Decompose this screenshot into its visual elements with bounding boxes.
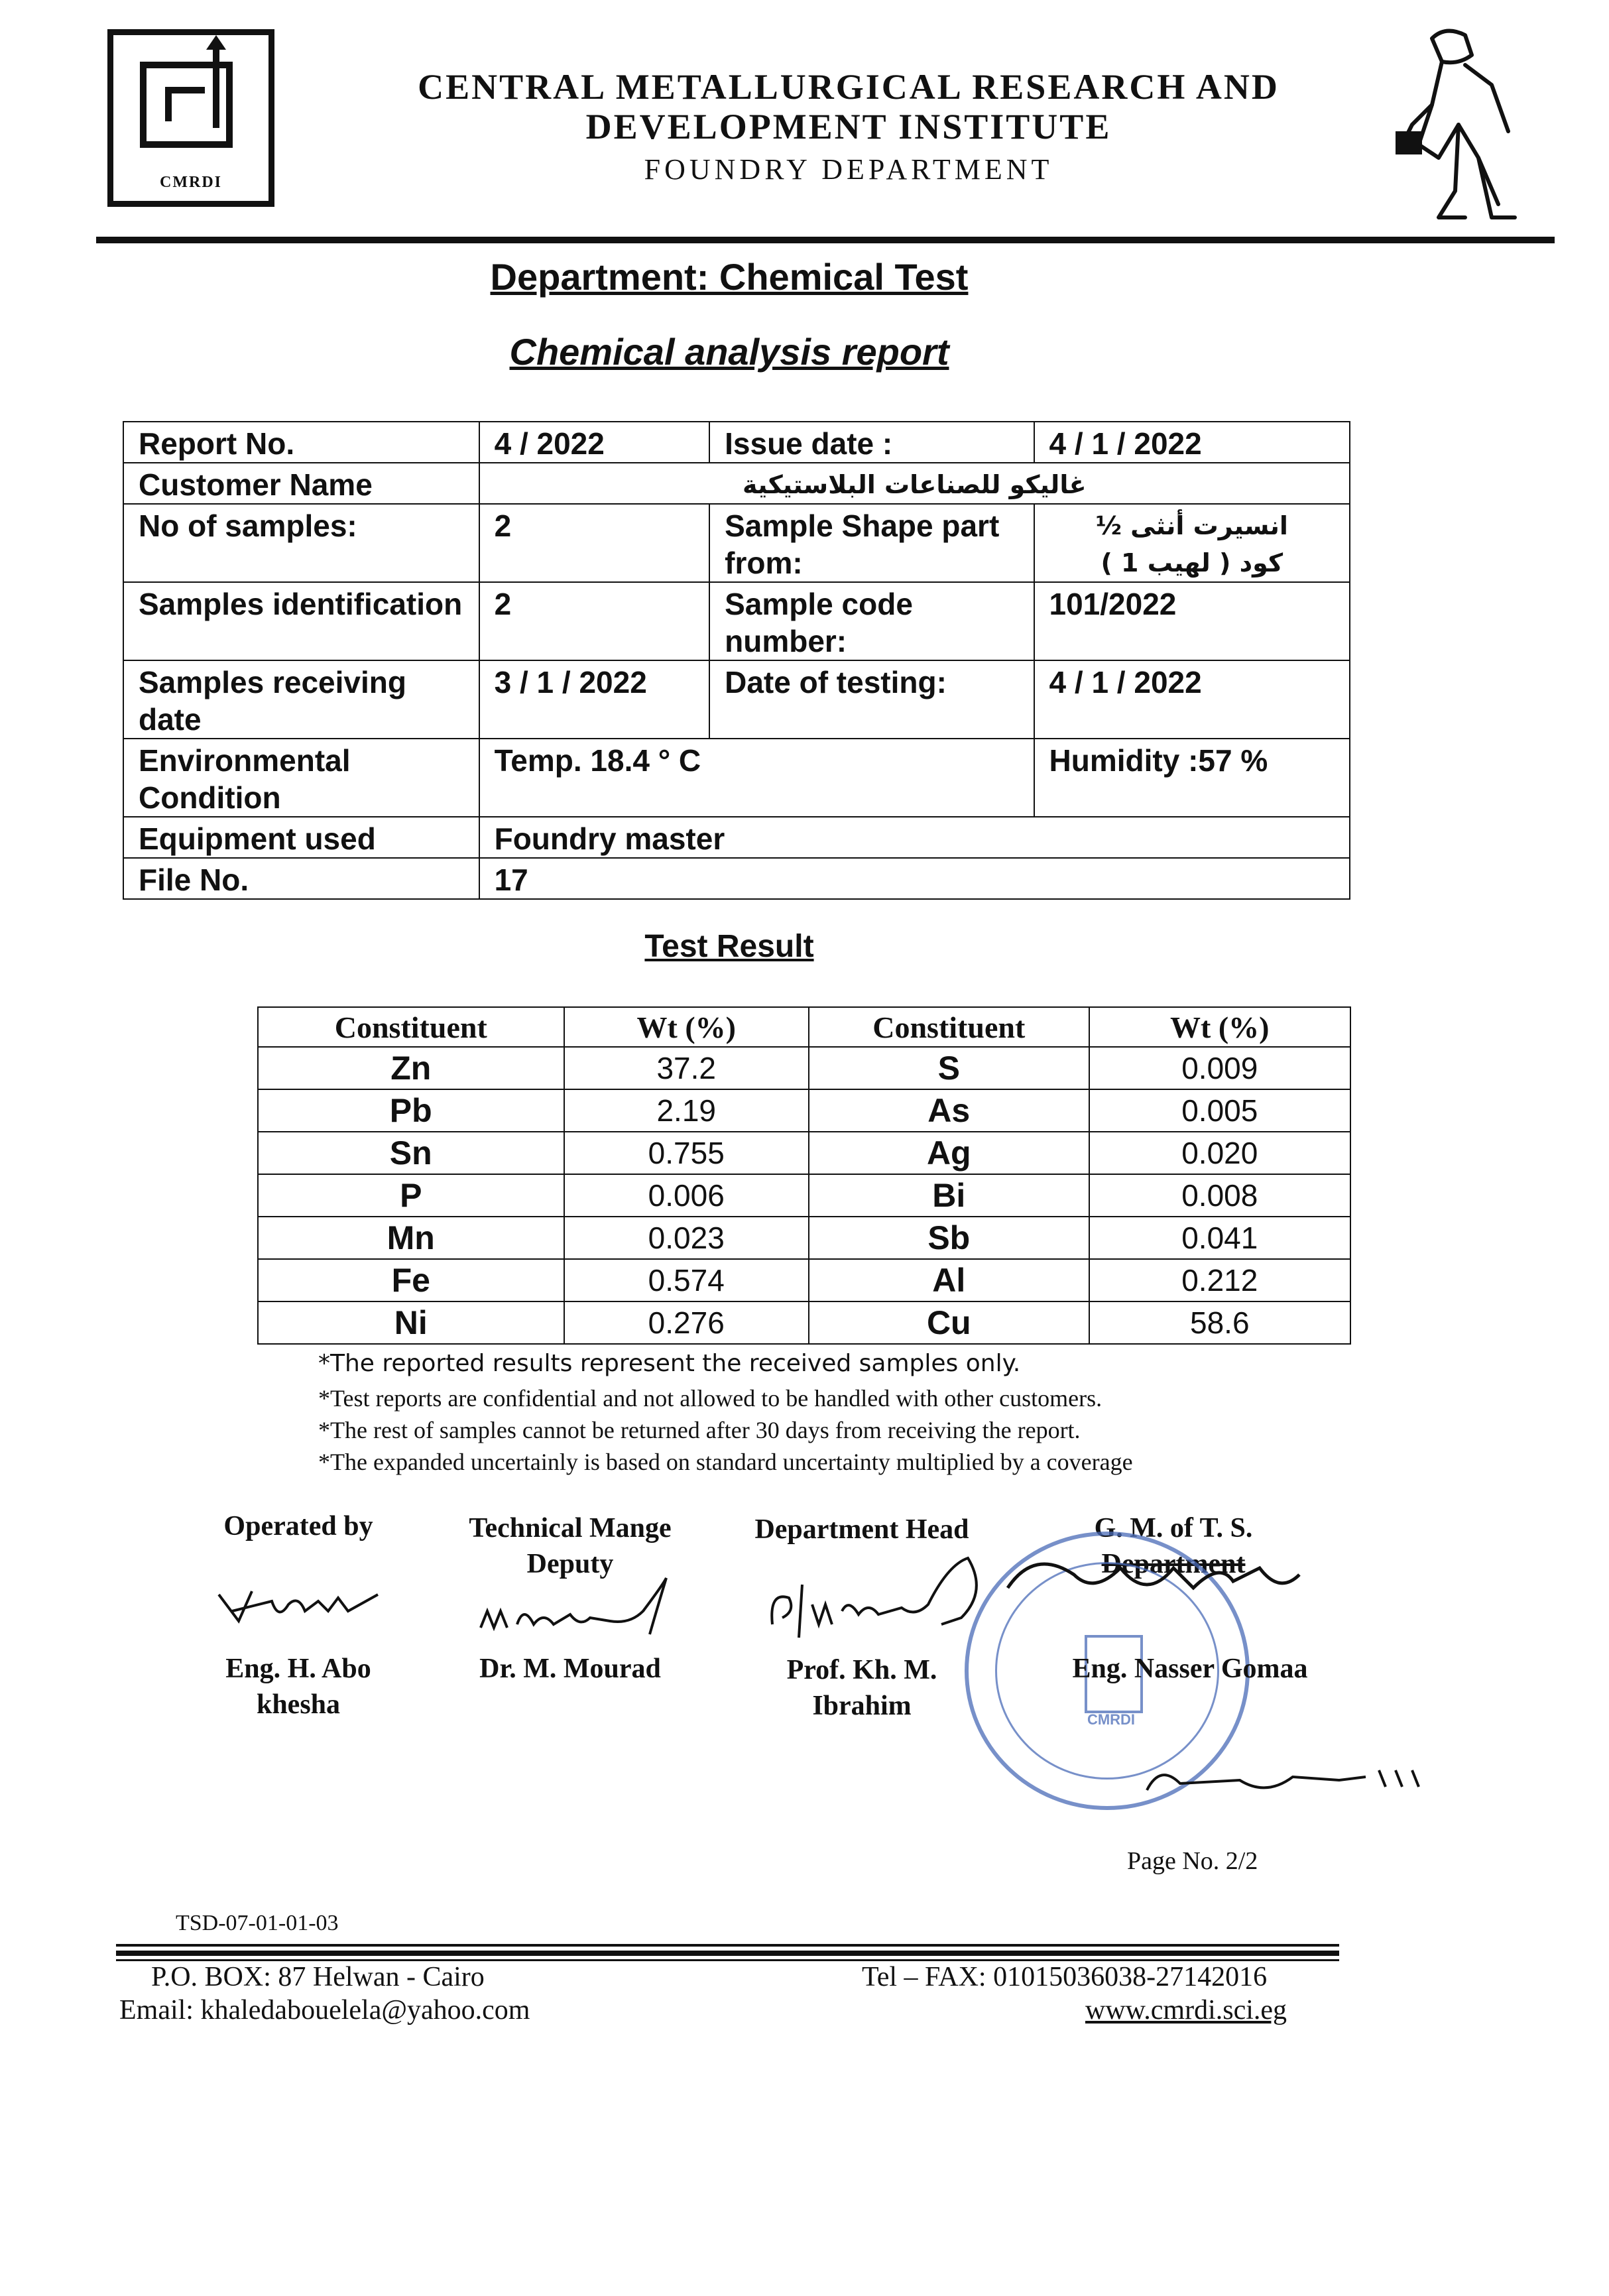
constituent-cell: Ni (258, 1301, 564, 1344)
report-info-table (123, 421, 1350, 900)
testing-date-label: Date of testing: (709, 660, 1034, 739)
weight-cell: 0.041 (1089, 1217, 1350, 1259)
operator-name-line1: Eng. H. Abo (225, 1654, 371, 1684)
report-no-value: 4 / 2022 (479, 422, 710, 463)
file-no-value: 17 (479, 858, 1350, 899)
weight-cell: 0.006 (564, 1174, 809, 1217)
test-result-table (257, 1006, 1351, 1345)
form-code: TSD-07-01-01-03 (176, 1911, 339, 1935)
weight-cell: 0.276 (564, 1301, 809, 1344)
table-row (123, 858, 1350, 899)
department-head-signature-icon (762, 1551, 994, 1644)
table-row (123, 463, 1350, 504)
constituent-cell: Pb (258, 1089, 564, 1132)
logo-arrow-shaft (213, 42, 219, 128)
table-row (258, 1132, 1350, 1174)
website-link[interactable]: www.cmrdi.sci.eg (1085, 1995, 1287, 2025)
stamp-text: CMRDI (1087, 1711, 1136, 1728)
table-row (258, 1174, 1350, 1217)
logo-text: CMRDI (160, 174, 222, 191)
weight-cell: 0.755 (564, 1132, 809, 1174)
weight-cell: 0.574 (564, 1259, 809, 1301)
report-title: Chemical analysis report (509, 331, 949, 373)
table-row (123, 504, 1350, 582)
column-header: Constituent (258, 1007, 564, 1047)
po-box: P.O. BOX: 87 Helwan - Cairo (151, 1962, 485, 1992)
receiving-date-label: Samples receiving date (123, 660, 479, 739)
footer-divider (116, 1951, 1339, 1956)
weight-cell: 2.19 (564, 1089, 809, 1132)
constituent-cell: Ag (809, 1132, 1089, 1174)
department-head-name-line2: Ibrahim (812, 1691, 912, 1721)
table-row (258, 1217, 1350, 1259)
test-result-title: Test Result (644, 929, 814, 964)
tel-fax: Tel – FAX: 01015036038-27142016 (862, 1962, 1268, 1992)
equipment-value: Foundry master (479, 817, 1350, 858)
weight-cell: 0.020 (1089, 1132, 1350, 1174)
table-row (123, 422, 1350, 463)
gm-title-line1: G. M. of T. S. (1094, 1513, 1253, 1543)
receiving-date-value: 3 / 1 / 2022 (479, 660, 710, 739)
tech-manager-signature-icon (471, 1571, 683, 1644)
samples-identification-label: Samples identification (123, 582, 479, 660)
department-title: Department: Chemical Test (490, 256, 969, 298)
tech-manager-title-line1: Technical Mange (469, 1513, 672, 1543)
constituent-cell: Bi (809, 1174, 1089, 1217)
operator-name-line2: khesha (256, 1689, 341, 1720)
constituent-cell: Sb (809, 1217, 1089, 1259)
note-confidential: *Test reports are confidential and not allowed to be handled with other customers. (318, 1385, 1102, 1412)
sample-code-value: 101/2022 (1034, 582, 1350, 660)
constituent-cell: Fe (258, 1259, 564, 1301)
weight-cell: 0.212 (1089, 1259, 1350, 1301)
issue-date-value: 4 / 1 / 2022 (1034, 422, 1350, 463)
sample-code-label: Sample code number: (709, 582, 1034, 660)
department-head-title: Department Head (754, 1514, 969, 1545)
institute-name-line1: CENTRAL METALLURGICAL RESEARCH AND (418, 67, 1280, 107)
operated-by-title: Operated by (223, 1511, 373, 1541)
gm-title-line2: Department (1101, 1549, 1246, 1579)
header-divider (96, 237, 1555, 243)
email-address: Email: khaledabouelela@yahoo.com (119, 1995, 530, 2025)
table-row (123, 739, 1350, 817)
table-row (258, 1047, 1350, 1089)
gm-name: Eng. Nasser Gomaa (1072, 1654, 1308, 1684)
environmental-condition-label: Environmental Condition (123, 739, 479, 817)
foundry-worker-icon (1392, 25, 1525, 224)
customer-name-value: غاليكو للصناعات البلاستيكية (479, 463, 1350, 504)
operator-signature-icon (212, 1575, 385, 1634)
department-head-name-line1: Prof. Kh. M. (786, 1655, 937, 1685)
weight-cell: 58.6 (1089, 1301, 1350, 1344)
note-uncertainty: *The expanded uncertainly is based on standard uncertainty multiplied by a coverage (318, 1449, 1133, 1475)
gm-signature-icon (994, 1541, 1313, 1621)
column-header: Wt (%) (1089, 1007, 1350, 1047)
weight-cell: 0.023 (564, 1217, 809, 1259)
table-row (123, 582, 1350, 660)
weight-cell: 0.005 (1089, 1089, 1350, 1132)
institute-logo (107, 29, 274, 207)
table-row (258, 1089, 1350, 1132)
note-received-samples: *The reported results represent the received samples only. (318, 1350, 1021, 1377)
customer-name-label: Customer Name (123, 463, 479, 504)
tech-manager-title-line2: Deputy (526, 1549, 614, 1579)
equipment-label: Equipment used (123, 817, 479, 858)
table-row (123, 660, 1350, 739)
foundry-department-line: FOUNDRY DEPARTMENT (644, 153, 1053, 186)
gm-date-signature-icon (1140, 1750, 1432, 1810)
sample-shape-label: Sample Shape part from: (709, 504, 1034, 582)
page-number: Page No. 2/2 (1127, 1847, 1258, 1875)
weight-cell: 0.009 (1089, 1047, 1350, 1089)
weight-cell: 37.2 (564, 1047, 809, 1089)
institute-name-line2: DEVELOPMENT INSTITUTE (585, 107, 1112, 147)
no-samples-label: No of samples: (123, 504, 479, 582)
constituent-cell: S (809, 1047, 1089, 1089)
sample-shape-line2: كود ( لهيب 1 ) (1101, 548, 1283, 577)
constituent-cell: Sn (258, 1132, 564, 1174)
constituent-cell: Mn (258, 1217, 564, 1259)
weight-cell: 0.008 (1089, 1174, 1350, 1217)
constituent-cell: Cu (809, 1301, 1089, 1344)
file-no-label: File No. (123, 858, 479, 899)
samples-identification-value: 2 (479, 582, 710, 660)
constituent-cell: As (809, 1089, 1089, 1132)
testing-date-value: 4 / 1 / 2022 (1034, 660, 1350, 739)
constituent-cell: P (258, 1174, 564, 1217)
note-samples-return: *The rest of samples cannot be returned after 30 days from receiving the report. (318, 1417, 1081, 1443)
constituent-cell: Zn (258, 1047, 564, 1089)
report-no-label: Report No. (123, 422, 479, 463)
column-header: Constituent (809, 1007, 1089, 1047)
sample-shape-line1: انسيرت أنثى ½ (1095, 511, 1288, 540)
no-samples-value: 2 (479, 504, 710, 582)
logo-square-inner (165, 87, 205, 121)
temperature-value: Temp. 18.4 ° C (479, 739, 1034, 817)
tech-manager-name: Dr. M. Mourad (479, 1654, 661, 1684)
table-header-row (258, 1007, 1350, 1047)
footer-divider (116, 1944, 1339, 1947)
logo-arrow-icon (206, 35, 226, 50)
constituent-cell: Al (809, 1259, 1089, 1301)
sample-shape-value (1034, 504, 1350, 582)
issue-date-label: Issue date : (709, 422, 1034, 463)
table-row (258, 1259, 1350, 1301)
column-header: Wt (%) (564, 1007, 809, 1047)
table-row (123, 817, 1350, 858)
humidity-value: Humidity :57 % (1034, 739, 1350, 817)
table-row (258, 1301, 1350, 1344)
